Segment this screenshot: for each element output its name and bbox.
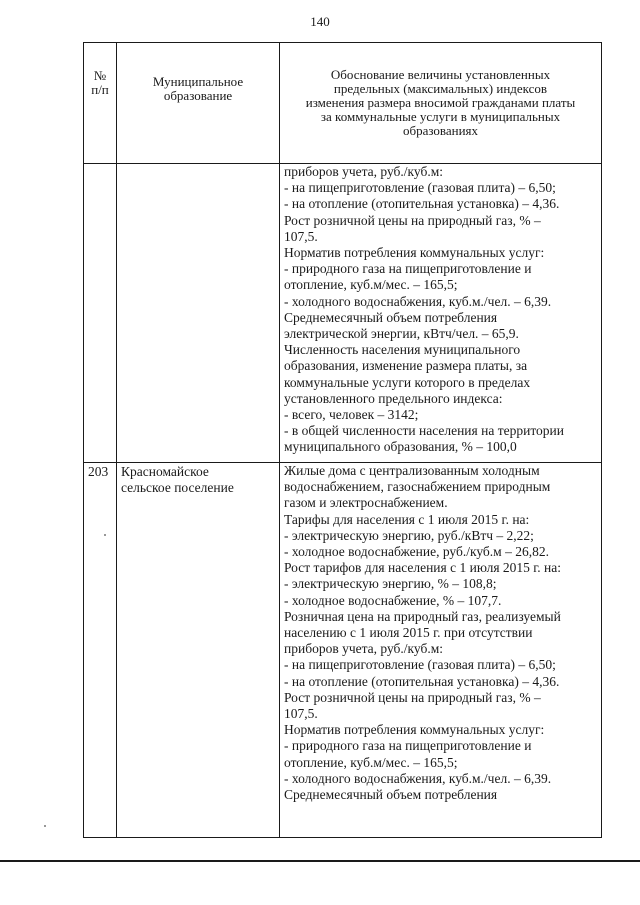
page-bottom-rule [0, 860, 640, 862]
text-line: - на отопление (отопительная установка) – 4,36. [284, 673, 560, 689]
header-justification-line: образованиях [402, 123, 479, 138]
text-line: - холодного водоснабжения, куб.м./чел. – 6,39. [284, 293, 552, 309]
text-line: приборов учета, руб./куб.м: [284, 164, 444, 179]
text-line: - природного газа на пищеприготовление и [284, 738, 532, 754]
header-number [84, 43, 117, 164]
text-line: Среднемесячный объем потребления [284, 787, 498, 803]
text-line: муниципального образования, % – 100,0 [284, 439, 517, 455]
header-justification-line: предельных (максимальных) индексов [333, 81, 548, 96]
text-line: Норматив потребления коммунальных услуг: [284, 722, 545, 738]
text-line: 107,5. [284, 706, 318, 722]
header-municipality-line: Муниципальное [152, 74, 244, 89]
header-justification-line: изменения размера вносимой гражданами платы [305, 95, 576, 110]
text-line: 107,5. [284, 228, 318, 244]
header-justification-line: Обоснование величины установленных [330, 67, 551, 82]
text-line: образования, изменение размера платы, за [284, 358, 528, 374]
cell-row-number: 203 [84, 463, 117, 838]
table-row-203 [84, 463, 602, 838]
cell-justification-continuation [280, 164, 602, 463]
text-line: - холодного водоснабжения, куб.м./чел. – 6,39. [284, 770, 552, 786]
cell-justification [280, 463, 602, 838]
header-number-line: п/п [91, 82, 109, 97]
text-line: - природного газа на пищеприготовление и [284, 261, 532, 277]
text-line: Численность населения муниципального [284, 342, 521, 358]
header-municipality-line: образование [163, 88, 233, 103]
municipality-name-line: сельское поселение [121, 480, 234, 496]
text-line: - на отопление (отопительная установка) – 4,36. [284, 196, 560, 212]
text-line: населению с 1 июля 2015 г. при отсутствии [284, 625, 533, 641]
text-line: газом и электроснабжением. [284, 495, 448, 511]
text-line: приборов учета, руб./куб.м: [284, 641, 444, 657]
table-header-row [84, 43, 602, 164]
text-line: установленного предельного индекса: [284, 390, 503, 406]
text-line: Рост розничной цены на природный газ, % – [284, 689, 541, 705]
table-row-continuation [84, 164, 602, 463]
text-line: - холодное водоснабжение, % – 107,7. [284, 592, 502, 608]
scan-speck [104, 534, 106, 536]
text-line: водоснабжением, газоснабжением природным [284, 479, 551, 495]
text-line: электрической энергии, кВтч/чел. – 65,9. [284, 326, 519, 342]
page-number: 140 [310, 14, 330, 29]
municipality-name-line: Красномайское [121, 464, 209, 479]
text-line: Норматив потребления коммунальных услуг: [284, 245, 545, 261]
text-line: Рост тарифов для населения с 1 июля 2015 г. на: [284, 560, 562, 576]
cell-municipality-empty [117, 164, 280, 463]
scan-speck [44, 825, 46, 827]
header-justification [280, 43, 602, 164]
text-line: Розничная цена на природный газ, реализуемый [284, 608, 561, 624]
text-line: Жилые дома с централизованным холодным [284, 463, 540, 478]
text-line: - на пищеприготовление (газовая плита) – 6,50; [284, 180, 556, 196]
text-line: Тарифы для населения с 1 июля 2015 г. на: [284, 511, 530, 527]
text-line: - на пищеприготовление (газовая плита) – 6,50; [284, 657, 556, 673]
text-line: - электрическую энергию, руб./кВтч – 2,22; [284, 527, 534, 543]
indices-table [83, 42, 602, 838]
text-line: Среднемесячный объем потребления [284, 309, 498, 325]
text-line: - холодное водоснабжение, руб./куб.м – 26,82. [284, 544, 549, 560]
text-line: - в общей численности населения на территории [284, 423, 564, 439]
text-line: отопление, куб.м/мес. – 165,5; [284, 277, 458, 293]
text-line: отопление, куб.м/мес. – 165,5; [284, 754, 458, 770]
text-line: Рост розничной цены на природный газ, % – [284, 212, 541, 228]
text-line: коммунальные услуги которого в пределах [284, 374, 531, 390]
header-municipality [117, 43, 280, 164]
text-line: - электрическую энергию, % – 108,8; [284, 576, 497, 592]
text-line: - всего, человек – 3142; [284, 407, 419, 423]
cell-number-empty [84, 164, 117, 463]
header-justification-line: за коммунальные услуги в муниципальных [320, 109, 561, 124]
header-number-line: № [93, 68, 107, 83]
cell-municipality [117, 463, 280, 838]
